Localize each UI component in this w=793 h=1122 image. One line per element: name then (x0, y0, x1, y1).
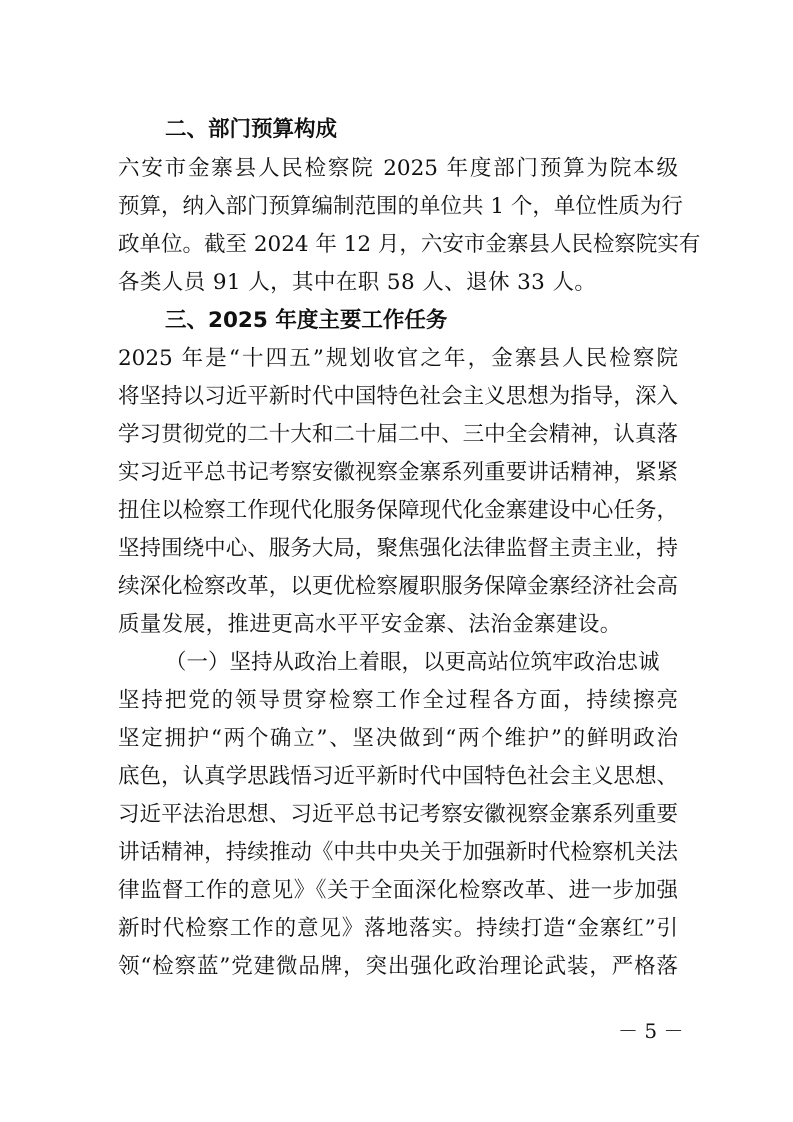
paragraph-line: 讲话精神，持续推动《中共中央关于加强新时代检察机关法 (118, 840, 678, 865)
paragraph-line: 政单位。截至 2024 年 12 月，六安市金寨县人民检察院实有 (118, 232, 701, 257)
paragraph-line: 扭住以检察工作现代化服务保障现代化金寨建设中心任务， (118, 498, 678, 523)
paragraph-line: 学习贯彻党的二十大和二十届二中、三中全会精神，认真落 (118, 422, 678, 447)
page-number: － 5 － (618, 1019, 684, 1043)
paragraph-line: 底色，认真学思践悟习近平新时代中国特色社会主义思想、 (118, 764, 678, 789)
paragraph-line: 质量发展，推进更高水平平安金寨、法治金寨建设。 (118, 612, 622, 637)
paragraph-line: 坚持把党的领导贯穿检察工作全过程各方面，持续擦亮 (118, 688, 678, 713)
paragraph-line: 领“检察蓝”党建微品牌，突出强化政治理论武装，严格落 (118, 954, 678, 979)
section-heading-budget-structure: 二、部门预算构成 (165, 117, 338, 142)
paragraph-line: 续深化检察改革，以更优检察履职服务保障金寨经济社会高 (118, 574, 678, 599)
paragraph-line: 习近平法治思想、习近平总书记考察安徽视察金寨系列重要 (118, 802, 678, 827)
paragraph-line: 将坚持以习近平新时代中国特色社会主义思想为指导，深入 (118, 384, 678, 409)
paragraph-line: 坚持围绕中心、服务大局，聚焦强化法律监督主责主业，持 (118, 536, 678, 561)
subsection-heading-political-loyalty: （一）坚持从政治上着眼，以更高站位筑牢政治忠诚 (165, 650, 660, 675)
section-heading-main-tasks: 三、2025 年度主要工作任务 (165, 308, 448, 333)
paragraph-line: 各类人员 91 人，其中在职 58 人、退休 33 人。 (118, 270, 597, 295)
paragraph-line: 2025 年是“十四五”规划收官之年，金寨县人民检察院 (118, 346, 678, 371)
paragraph-line: 坚定拥护“两个确立”、坚决做到“两个维护”的鲜明政治 (118, 726, 678, 751)
paragraph-line: 预算，纳入部门预算编制范围的单位共 1 个，单位性质为行 (118, 194, 683, 219)
paragraph-line: 六安市金寨县人民检察院 2025 年度部门预算为院本级 (118, 156, 678, 181)
paragraph-line: 新时代检察工作的意见》落地落实。持续打造“金寨红”引 (118, 916, 678, 941)
paragraph-line: 实习近平总书记考察安徽视察金寨系列重要讲话精神，紧紧 (118, 460, 678, 485)
paragraph-line: 律监督工作的意见》《关于全面深化检察改革、进一步加强 (118, 878, 678, 903)
